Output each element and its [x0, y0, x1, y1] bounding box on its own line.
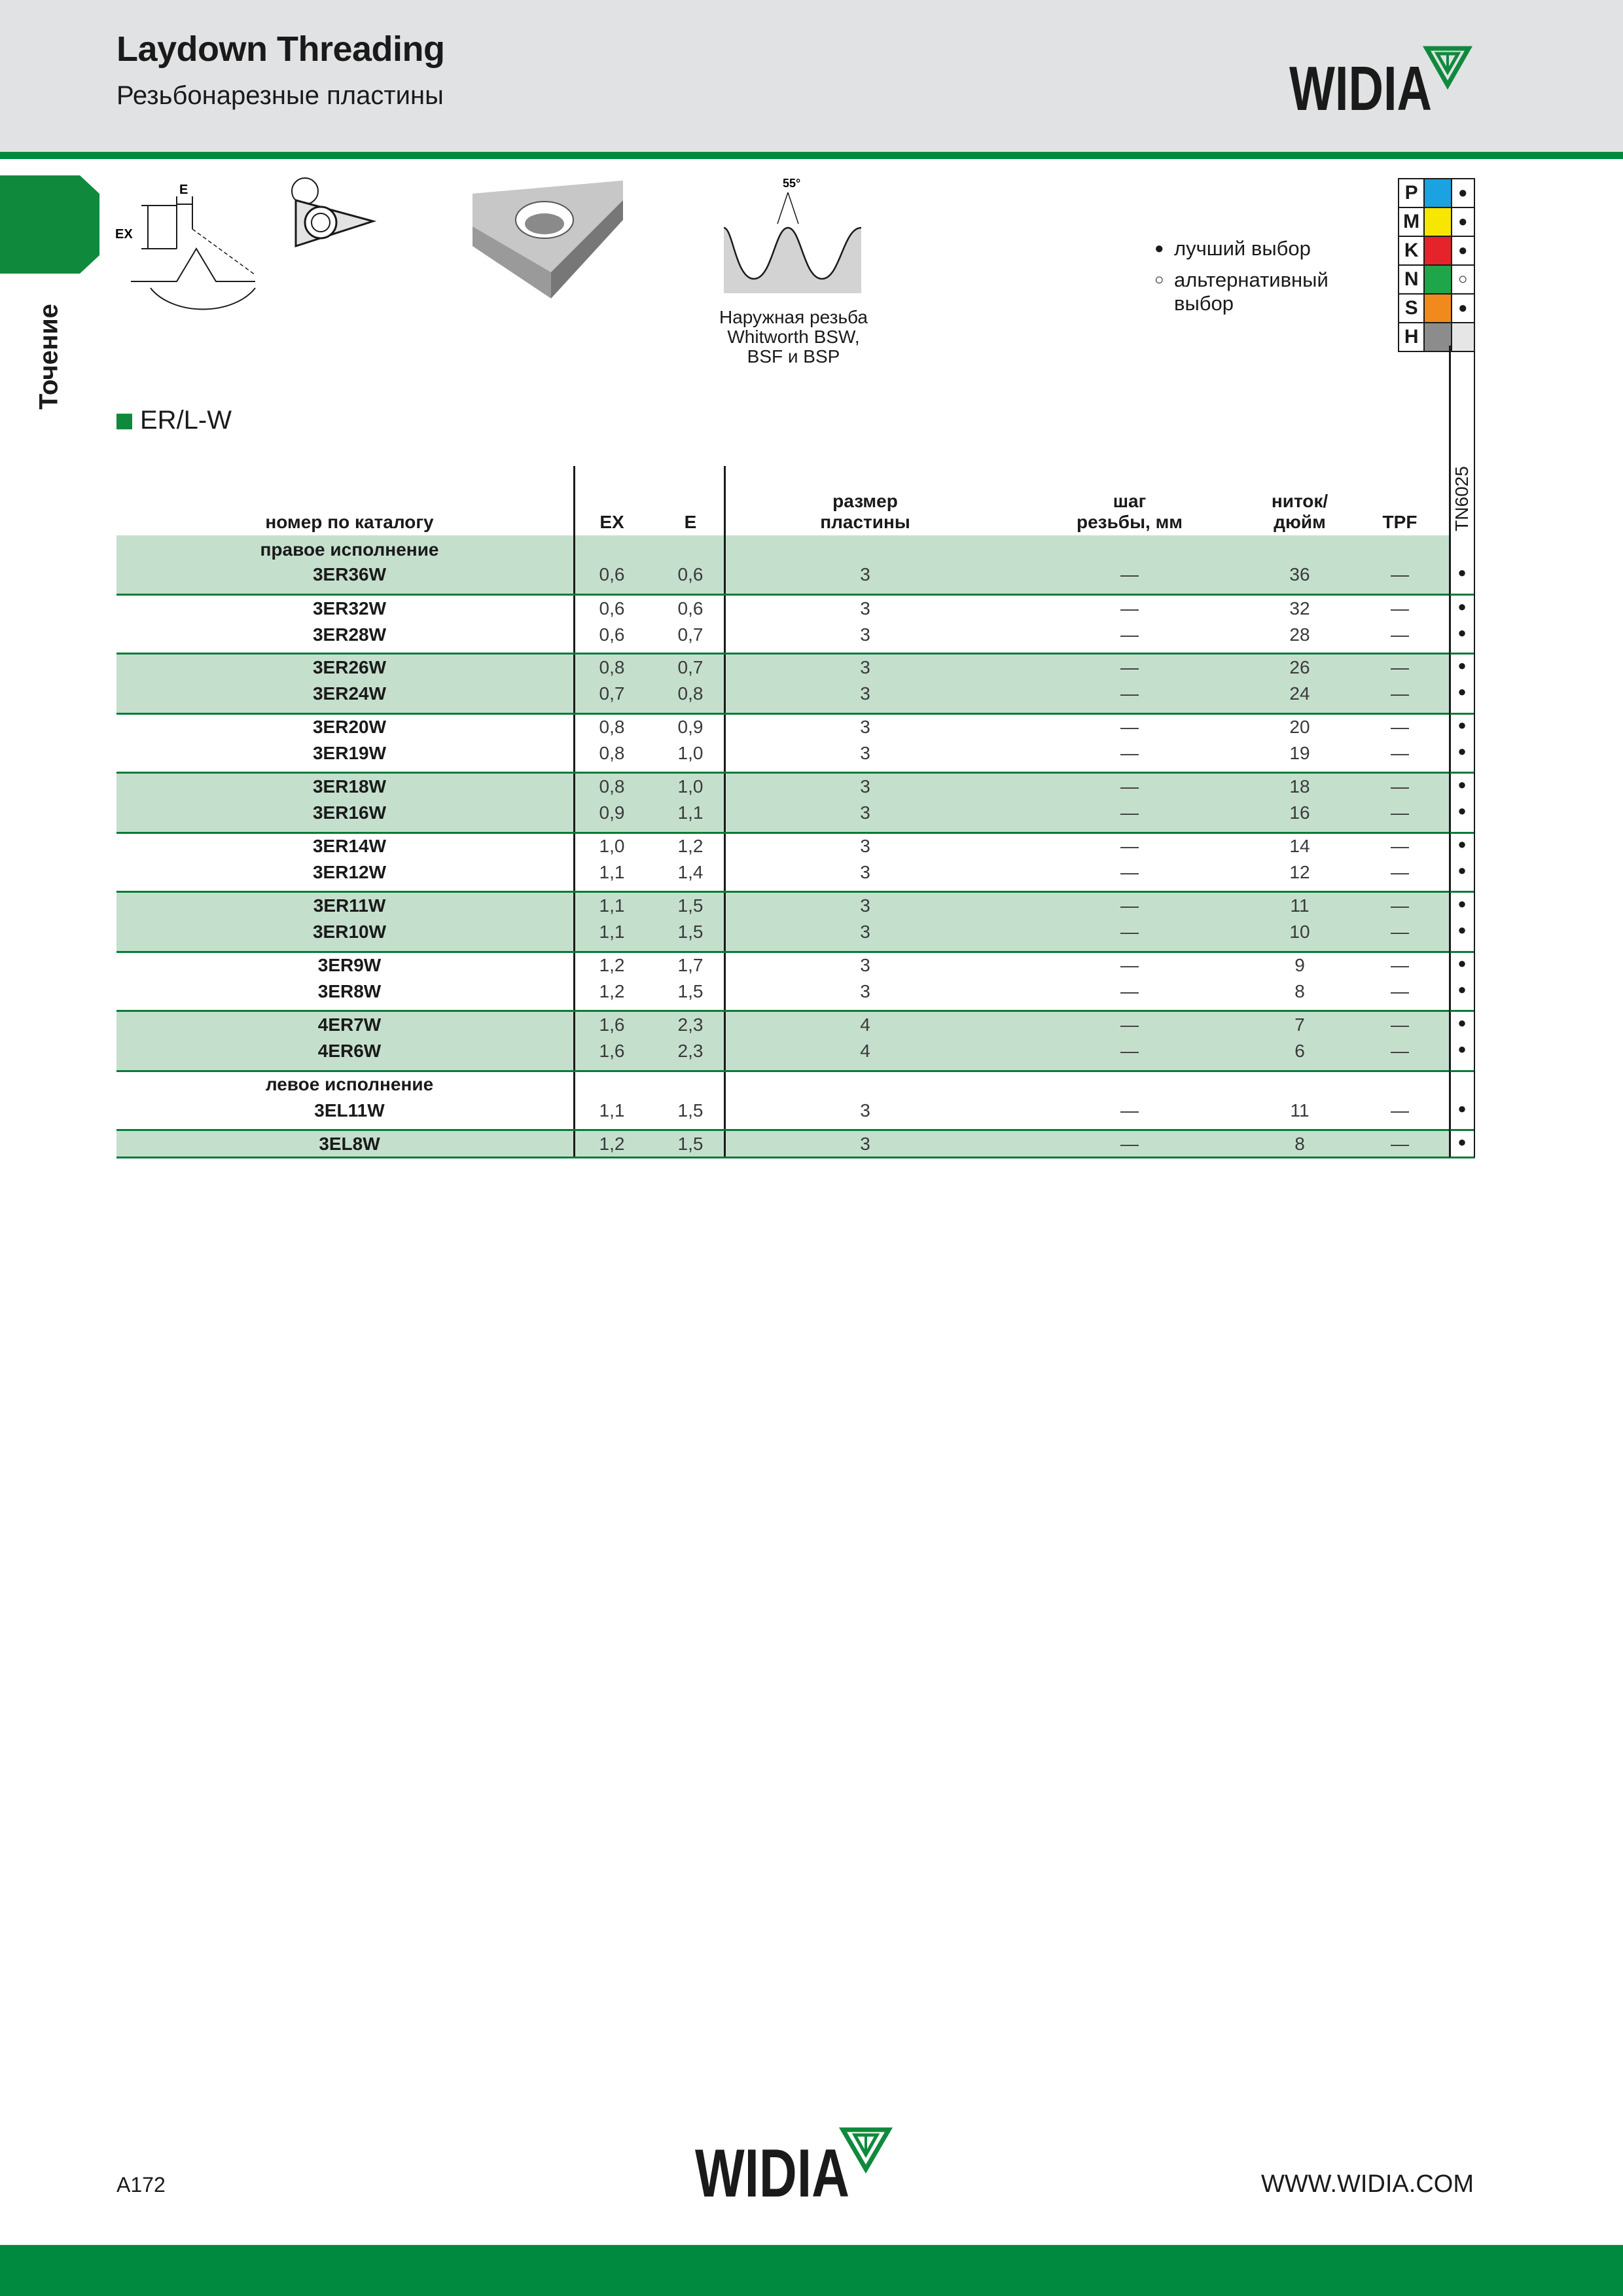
iso-color-swatch — [1425, 208, 1452, 236]
header-rule — [0, 152, 1623, 159]
table-cell-tpi: 12 — [1289, 862, 1310, 882]
table-row-divider — [116, 713, 1475, 715]
table-cell-tpi: 16 — [1289, 802, 1310, 823]
table-cell-code: 3ER32W — [312, 598, 387, 619]
table-cell-e: 0,7 — [677, 657, 704, 677]
table-cell-ex: 1,1 — [599, 862, 625, 882]
website-link[interactable]: WWW.WIDIA.COM — [1260, 2170, 1474, 2198]
iso-row-p — [1398, 178, 1475, 208]
iso-material-grid — [1398, 178, 1475, 352]
table-cell-e: 1,5 — [677, 922, 704, 942]
iso-letter: K — [1398, 237, 1425, 264]
iso-mark: ● — [1452, 208, 1475, 236]
iso-mark: ○ — [1452, 266, 1475, 293]
thread-caption-line: BSF и BSP — [747, 346, 840, 367]
iso-letter: M — [1398, 208, 1425, 236]
table-cell-mark: ● — [1457, 776, 1467, 793]
table-cell-size: 3 — [860, 683, 870, 704]
table-cell-tpf: — — [1391, 598, 1409, 619]
table-cell-e: 0,7 — [677, 624, 704, 645]
table-cell-ex: 1,1 — [599, 922, 625, 942]
footer-bar — [0, 2245, 1623, 2296]
table-cell-pitch: — — [1120, 564, 1139, 584]
table-cell-size: 4 — [860, 1041, 870, 1061]
table-cell-ex: 0,6 — [599, 564, 625, 584]
table-cell-code: 4ER6W — [317, 1041, 382, 1061]
table-cell-tpf: — — [1391, 624, 1409, 645]
page-subtitle: Резьбонарезные пластины — [116, 81, 444, 110]
iso-color-swatch — [1425, 237, 1452, 264]
table-cell-tpi: 8 — [1294, 981, 1305, 1001]
table-cell-e: 0,9 — [677, 717, 704, 737]
table-row-divider — [116, 1070, 1475, 1072]
table-cell-e: 1,4 — [677, 862, 704, 882]
table-cell-code: 3ER20W — [312, 717, 387, 737]
table-cell-size: 3 — [860, 1134, 870, 1154]
table-cell-code: 3ER12W — [312, 862, 387, 882]
page-title: Laydown Threading — [116, 29, 445, 69]
table-cell-size: 3 — [860, 922, 870, 942]
section-tab — [0, 175, 99, 274]
table-cell-e: 1,0 — [677, 743, 704, 763]
table-cell-tpf: — — [1391, 895, 1409, 916]
col-ex-header: EX — [599, 512, 624, 532]
thread-caption-line: Whitworth BSW, — [727, 327, 860, 347]
table-cell-tpf: — — [1391, 862, 1409, 882]
table-cell-tpf: — — [1391, 717, 1409, 737]
table-cell-mark: ● — [1457, 862, 1467, 878]
table-row-divider — [116, 951, 1475, 953]
table-cell-tpf: — — [1391, 1041, 1409, 1061]
table-cell-ex: 1,6 — [599, 1041, 625, 1061]
table-cell-pitch: — — [1120, 836, 1139, 856]
table-cell-e: 0,8 — [677, 683, 704, 704]
svg-text:WIDIA: WIDIA — [695, 2136, 849, 2204]
iso-row-k — [1398, 237, 1475, 266]
table-cell-ex: 0,8 — [599, 657, 625, 677]
table-cell-size: 3 — [860, 955, 870, 975]
table-cell-tpi: 8 — [1294, 1134, 1305, 1154]
col-size-header-line: размер — [832, 491, 898, 511]
iso-color-swatch — [1425, 179, 1452, 207]
table-cell-pitch: — — [1120, 1100, 1139, 1121]
table-cell-code: 3ER24W — [312, 683, 387, 704]
table-cell-code: 3ER26W — [312, 657, 387, 677]
table-cell-mark: ● — [1457, 802, 1467, 819]
col-e-header: E — [684, 512, 697, 532]
iso-row-s — [1398, 295, 1475, 323]
table-cell-tpi: 7 — [1294, 1014, 1305, 1035]
iso-letter: P — [1398, 179, 1425, 207]
table-cell-ex: 0,6 — [599, 598, 625, 619]
table-cell-tpi: 24 — [1289, 683, 1310, 704]
iso-letter: N — [1398, 266, 1425, 293]
table-cell-code: 3ER14W — [312, 836, 387, 856]
table-cell-ex: 0,8 — [599, 776, 625, 797]
table-cell-mark: ● — [1457, 836, 1467, 852]
col-tpf-header: TPF — [1382, 512, 1418, 532]
table-cell-tpi: 28 — [1289, 624, 1310, 645]
dimension-diagram — [111, 177, 268, 314]
iso-row-m — [1398, 208, 1475, 237]
table-cell-size: 3 — [860, 564, 870, 584]
table-cell-mark: ● — [1457, 624, 1467, 641]
widia-logo — [1288, 42, 1478, 118]
table-cell-mark: ● — [1457, 922, 1467, 938]
col-pitch-header-line: шаг — [1113, 491, 1147, 511]
table-cell-code: 3ER18W — [312, 776, 387, 797]
iso-color-swatch — [1425, 323, 1452, 351]
table-cell-pitch: — — [1120, 743, 1139, 763]
table-cell-ex: 1,2 — [599, 1134, 625, 1154]
table-row-divider — [116, 772, 1475, 774]
iso-color-swatch — [1425, 295, 1452, 322]
table-cell-size: 3 — [860, 743, 870, 763]
col-pitch-header-line: резьбы, мм — [1077, 512, 1183, 532]
table-subheading: левое исполнение — [265, 1074, 434, 1094]
section-marker-icon — [116, 414, 132, 429]
table-cell-tpf: — — [1391, 955, 1409, 975]
table-cell-e: 1,5 — [677, 1100, 704, 1121]
table-cell-ex: 0,8 — [599, 743, 625, 763]
table-cell-code: 4ER7W — [317, 1014, 382, 1035]
thread-profile-diagram — [720, 174, 865, 297]
col-catalog-header: номер по каталогу — [265, 512, 434, 532]
iso-mark: ● — [1452, 179, 1475, 207]
table-cell-size: 4 — [860, 1014, 870, 1035]
table-cell-tpi: 19 — [1289, 743, 1310, 763]
table-cell-e: 2,3 — [677, 1014, 704, 1035]
table-cell-mark: ● — [1457, 657, 1467, 673]
table-row-divider — [116, 594, 1475, 596]
table-cell-code: 3ER28W — [312, 624, 387, 645]
table-cell-mark: ● — [1457, 1014, 1467, 1031]
table-cell-size: 3 — [860, 895, 870, 916]
table-cell-tpf: — — [1391, 922, 1409, 942]
table-cell-tpf: — — [1391, 657, 1409, 677]
table-cell-pitch: — — [1120, 981, 1139, 1001]
table-cell-size: 3 — [860, 1100, 870, 1121]
table-cell-tpi: 9 — [1294, 955, 1305, 975]
col-tpi-header-line: дюйм — [1274, 512, 1326, 532]
table-cell-ex: 1,1 — [599, 895, 625, 916]
table-cell-pitch: — — [1120, 802, 1139, 823]
table-cell-tpi: 6 — [1294, 1041, 1305, 1061]
iso-mark: ● — [1452, 237, 1475, 264]
table-cell-code: 3ER19W — [312, 743, 387, 763]
table-cell-size: 3 — [860, 836, 870, 856]
table-cell-size: 3 — [860, 598, 870, 619]
table-cell-tpi: 11 — [1290, 895, 1310, 916]
table-row-divider — [116, 1129, 1475, 1131]
iso-row-n — [1398, 266, 1475, 295]
iso-color-swatch — [1425, 266, 1452, 293]
table-cell-mark: ● — [1457, 1134, 1467, 1150]
table-cell-tpf: — — [1391, 564, 1409, 584]
table-cell-tpf: — — [1391, 1134, 1409, 1154]
table-cell-tpi: 14 — [1289, 836, 1310, 856]
table-cell-tpi: 18 — [1289, 776, 1310, 797]
table-cell-mark: ● — [1457, 683, 1467, 700]
table-cell-ex: 0,9 — [599, 802, 625, 823]
col-pitch-header — [1064, 491, 1195, 533]
table-cell-e: 1,0 — [677, 776, 704, 797]
table-subheading: правое исполнение — [260, 539, 439, 560]
table-cell-tpf: — — [1391, 1014, 1409, 1035]
table-cell-code: 3ER10W — [312, 922, 387, 942]
table-cell-size: 3 — [860, 624, 870, 645]
table-cell-size: 3 — [860, 776, 870, 797]
table-cell-tpi: 10 — [1289, 922, 1310, 942]
table-cell-tpf: — — [1391, 802, 1409, 823]
table-cell-mark: ● — [1457, 981, 1467, 997]
col-tpi-header — [1247, 491, 1352, 533]
alternative-choice-icon: ○ — [1154, 271, 1164, 289]
table-cell-code: 3ER8W — [317, 981, 382, 1001]
table-cell-tpf: — — [1391, 683, 1409, 704]
table-cell-tpi: 11 — [1290, 1100, 1310, 1121]
table-cell-tpi: 36 — [1289, 564, 1310, 584]
table-cell-e: 0,6 — [677, 598, 704, 619]
table-cell-pitch: — — [1120, 895, 1139, 916]
svg-text:EX: EX — [115, 227, 133, 242]
table-cell-tpf: — — [1391, 981, 1409, 1001]
table-cell-pitch: — — [1120, 717, 1139, 737]
table-cell-mark: ● — [1457, 1041, 1467, 1057]
table-cell-e: 1,5 — [677, 1134, 704, 1154]
table-cell-tpi: 20 — [1289, 717, 1310, 737]
table-cell-size: 3 — [860, 981, 870, 1001]
table-cell-e: 1,2 — [677, 836, 704, 856]
col-size-header — [800, 491, 931, 533]
table-cell-size: 3 — [860, 657, 870, 677]
table-cell-e: 1,5 — [677, 895, 704, 916]
table-cell-pitch: — — [1120, 683, 1139, 704]
table-cell-pitch: — — [1120, 657, 1139, 677]
svg-text:WIDIA: WIDIA — [1289, 54, 1432, 118]
table-cell-code: 3ER16W — [312, 802, 387, 823]
svg-text:E: E — [179, 183, 188, 197]
table-cell-code: 3EL8W — [319, 1134, 380, 1154]
table-row-divider — [116, 891, 1475, 893]
table-cell-ex: 0,7 — [599, 683, 625, 704]
table-cell-code: 3ER9W — [317, 955, 382, 975]
table-cell-mark: ● — [1457, 598, 1467, 615]
table-cell-tpi: 26 — [1289, 657, 1310, 677]
table-cell-tpi: 32 — [1289, 598, 1310, 619]
insert-top-view — [288, 174, 386, 266]
page-number: A172 — [116, 2173, 166, 2197]
table-cell-mark: ● — [1457, 743, 1467, 759]
table-cell-e: 1,5 — [677, 981, 704, 1001]
table-cell-tpf: — — [1391, 836, 1409, 856]
table-cell-code: 3EL11W — [314, 1100, 385, 1121]
table-row-divider — [116, 832, 1475, 834]
table-cell-mark: ● — [1457, 895, 1467, 912]
table-cell-code: 3ER11W — [313, 895, 386, 916]
table-cell-mark: ● — [1457, 955, 1467, 971]
widia-logo-footer — [694, 2123, 898, 2204]
best-choice-label: лучший выбор — [1174, 237, 1311, 260]
table-row-divider — [116, 653, 1475, 655]
table-cell-ex: 1,1 — [599, 1100, 625, 1121]
table-cell-ex: 1,6 — [599, 1014, 625, 1035]
iso-letter: H — [1398, 323, 1425, 351]
table-cell-e: 1,7 — [677, 955, 704, 975]
table-cell-pitch: — — [1120, 1134, 1139, 1154]
table-cell-code: 3ER36W — [312, 564, 387, 584]
iso-letter: S — [1398, 295, 1425, 322]
table-cell-ex: 1,2 — [599, 981, 625, 1001]
table-cell-e: 0,6 — [677, 564, 704, 584]
alternative-choice-label: альтернативный — [1174, 268, 1329, 291]
svg-text:55°: 55° — [783, 177, 801, 190]
table-cell-mark: ● — [1457, 717, 1467, 733]
table-row-divider — [116, 1010, 1475, 1012]
table-cell-e: 2,3 — [677, 1041, 704, 1061]
col-tpi-header-line: ниток/ — [1271, 491, 1329, 511]
table-cell-pitch: — — [1120, 624, 1139, 645]
table-cell-pitch: — — [1120, 598, 1139, 619]
table-cell-size: 3 — [860, 802, 870, 823]
section-tab-label: Точение — [34, 304, 63, 410]
section-title: ER/L-W — [140, 406, 232, 435]
table-cell-mark: ● — [1457, 564, 1467, 581]
insert-3d-image — [466, 174, 636, 305]
iso-mark: ● — [1452, 295, 1475, 322]
table-cell-pitch: — — [1120, 1041, 1139, 1061]
table-cell-pitch: — — [1120, 776, 1139, 797]
table-cell-ex: 1,0 — [599, 836, 625, 856]
table-row-divider — [116, 1157, 1475, 1158]
table-cell-ex: 0,6 — [599, 624, 625, 645]
best-choice-icon: ● — [1154, 240, 1164, 257]
table-cell-tpf: — — [1391, 743, 1409, 763]
table-cell-pitch: — — [1120, 955, 1139, 975]
table-cell-pitch: — — [1120, 862, 1139, 882]
col-size-header-line: пластины — [820, 512, 910, 532]
table-cell-tpf: — — [1391, 776, 1409, 797]
table-cell-e: 1,1 — [677, 802, 704, 823]
table-cell-pitch: — — [1120, 1014, 1139, 1035]
table-cell-size: 3 — [860, 862, 870, 882]
thread-caption-line: Наружная резьба — [719, 307, 868, 327]
table-cell-pitch: — — [1120, 922, 1139, 942]
table-cell-tpf: — — [1391, 1100, 1409, 1121]
alternative-choice-label: выбор — [1174, 292, 1234, 315]
table-cell-ex: 1,2 — [599, 955, 625, 975]
grade-label: TN6025 — [1452, 466, 1472, 531]
legend — [1154, 237, 1329, 315]
thread-caption — [694, 308, 893, 367]
table-cell-ex: 0,8 — [599, 717, 625, 737]
table-cell-size: 3 — [860, 717, 870, 737]
table-cell-mark: ● — [1457, 1100, 1467, 1117]
